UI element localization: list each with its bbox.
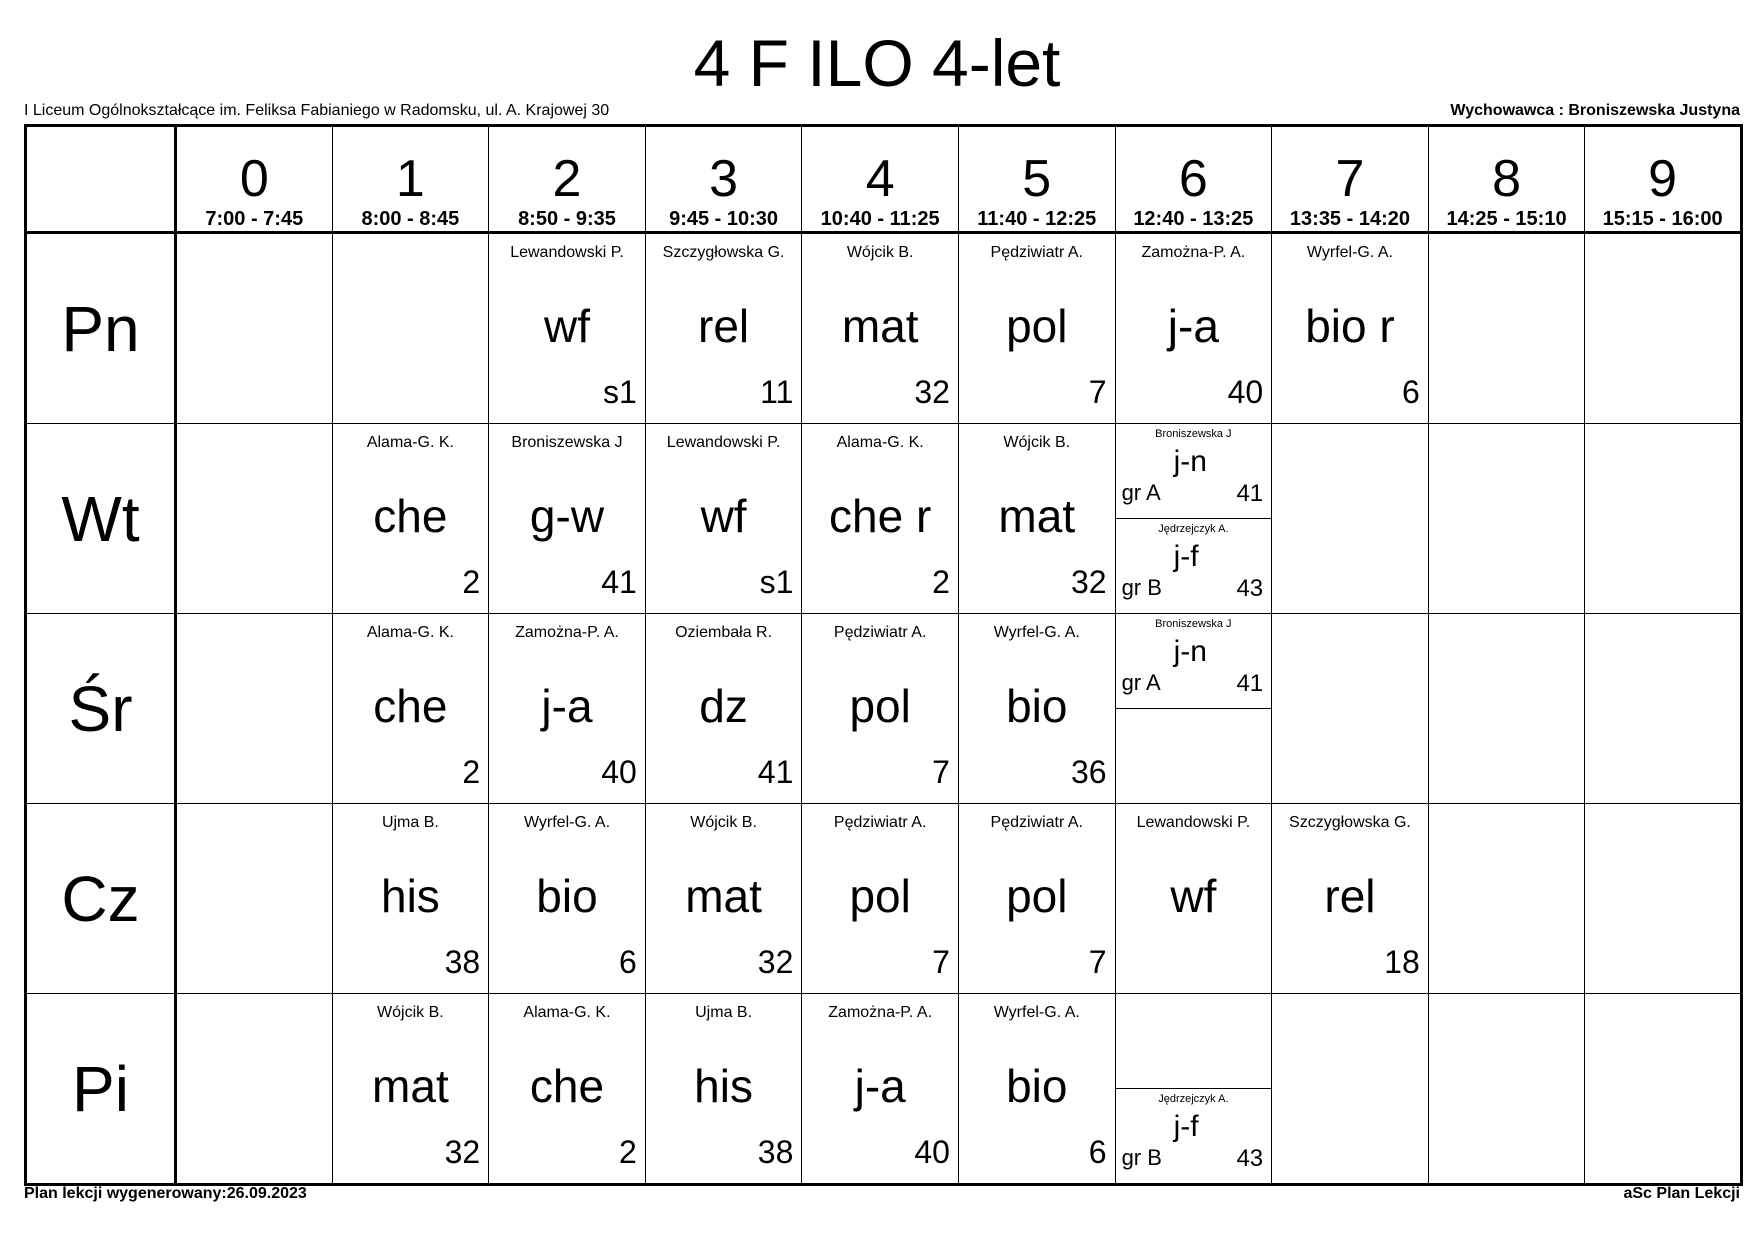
- group-lesson: [1116, 994, 1272, 1089]
- period-time: 15:15 - 16:00: [1602, 208, 1723, 230]
- period-header: [958, 126, 1115, 233]
- timetable-cell: [1428, 994, 1585, 1185]
- lesson-teacher: Alama-G. K.: [366, 434, 454, 451]
- lesson-subject: pol: [1006, 300, 1068, 352]
- timetable-cell: [645, 994, 802, 1185]
- period-time: 11:40 - 12:25: [977, 208, 1097, 230]
- lesson-room: 40: [914, 1134, 950, 1170]
- day-row: [26, 424, 1742, 614]
- period-number: 3: [709, 150, 739, 208]
- lesson-teacher: Pędziwiatr A.: [833, 814, 927, 831]
- period-header: [332, 126, 489, 233]
- lesson-teacher: Zamożna-P. A.: [1141, 244, 1246, 261]
- lesson-subject: wf: [700, 490, 747, 542]
- lesson-room: s1: [759, 564, 794, 600]
- lesson-group: gr A: [1121, 670, 1161, 695]
- lesson-teacher: Alama-G. K.: [366, 624, 454, 641]
- lesson-teacher: Oziembała R.: [675, 624, 773, 641]
- lesson-teacher: Jędrzejczyk A.: [1158, 1093, 1229, 1105]
- lesson-teacher: Zamożna-P. A.: [828, 1004, 933, 1021]
- timetable-cell: [802, 994, 959, 1185]
- timetable-cell: [1428, 233, 1585, 424]
- lesson-subject: j-a: [541, 680, 593, 732]
- lesson-teacher: Broniszewska J: [1155, 428, 1232, 440]
- timetable-cell: [1272, 424, 1429, 614]
- lesson-subject: wf: [543, 300, 590, 352]
- lesson-room: 2: [462, 754, 481, 790]
- lesson-subject: rel: [698, 300, 750, 352]
- period-header: [1428, 126, 1585, 233]
- day-row: [26, 994, 1742, 1185]
- lesson-subject: j-a: [1167, 300, 1219, 352]
- period-time: 8:50 - 9:35: [518, 208, 616, 230]
- timetable-cell: [958, 233, 1115, 424]
- lesson-subject: j-n: [1173, 635, 1207, 668]
- lesson-teacher: Pędziwiatr A.: [990, 244, 1083, 261]
- lesson: [959, 994, 1115, 1183]
- lesson-teacher: Wójcik B.: [377, 1004, 444, 1021]
- timetable-cell: [1428, 614, 1585, 804]
- lesson-teacher: Pędziwiatr A.: [833, 624, 927, 641]
- timetable-cell: [1272, 994, 1429, 1185]
- period-time: 7:00 - 7:45: [205, 208, 304, 230]
- lesson-room: 43: [1236, 575, 1264, 602]
- lesson-subject: wf: [1170, 870, 1217, 922]
- lesson: [802, 424, 958, 613]
- timetable-cell: [645, 233, 802, 424]
- lesson-teacher: Wójcik B.: [690, 814, 757, 831]
- lesson-teacher: Wyrfel-G. A.: [523, 814, 611, 831]
- timetable-cell: [332, 424, 489, 614]
- timetable-cell: [958, 424, 1115, 614]
- period-number: 9: [1648, 150, 1678, 208]
- lesson-subject: g-w: [529, 490, 605, 542]
- lesson-teacher: Ujma B.: [695, 1004, 753, 1021]
- timetable-cell: [176, 994, 333, 1185]
- day-row: [26, 614, 1742, 804]
- lesson: [802, 234, 958, 423]
- lesson-subject: j-a: [854, 1060, 906, 1112]
- timetable-cell: [176, 614, 333, 804]
- lesson: [959, 804, 1115, 993]
- lesson-room: 41: [757, 754, 794, 790]
- lesson: [1116, 804, 1272, 993]
- timetable-cell: [802, 804, 959, 994]
- lesson-teacher: Alama-G. K.: [836, 434, 924, 451]
- timetable-cell: [489, 994, 646, 1185]
- lesson-room: 32: [757, 944, 794, 980]
- class-tutor: Wychowawca : Broniszewska Justyna: [1450, 102, 1740, 119]
- lesson: [646, 234, 802, 423]
- timetable-cell: [176, 424, 333, 614]
- lesson-subject: pol: [849, 680, 911, 732]
- lesson-subject: dz: [699, 680, 748, 732]
- timetable-cell: [1115, 994, 1272, 1185]
- lesson-teacher: Zamożna-P. A.: [515, 624, 619, 641]
- timetable-cell: [645, 804, 802, 994]
- lesson-room: 38: [757, 1134, 794, 1170]
- lesson-subject: his: [694, 1060, 753, 1112]
- period-header: [489, 126, 646, 233]
- timetable-cell: [1272, 614, 1429, 804]
- lesson-teacher: Broniszewska J: [1155, 618, 1232, 630]
- timetable-cell: [802, 424, 959, 614]
- timetable-grid: [24, 124, 1743, 1186]
- lesson-subject: bio r: [1305, 300, 1395, 352]
- period-number: 6: [1178, 150, 1208, 208]
- period-header: [1585, 126, 1742, 233]
- lesson-room: 32: [914, 374, 950, 410]
- timetable-cell: [1585, 233, 1742, 424]
- lesson-room: 38: [444, 944, 481, 980]
- lesson: [959, 614, 1115, 803]
- lesson-subject: rel: [1324, 870, 1376, 922]
- period-header: [176, 126, 333, 233]
- lesson-room: 7: [1088, 944, 1107, 980]
- timetable-cell: [1428, 804, 1585, 994]
- lesson-subject: bio: [1006, 680, 1068, 732]
- lesson-group: gr B: [1121, 1145, 1162, 1170]
- timetable-cell: [1115, 424, 1272, 614]
- lesson-subject: mat: [998, 490, 1076, 542]
- timetable-cell: [645, 614, 802, 804]
- lesson-room: 6: [1088, 1134, 1107, 1170]
- timetable-cell: [958, 614, 1115, 804]
- timetable-cell: [802, 233, 959, 424]
- lesson-group: gr A: [1121, 480, 1161, 505]
- lesson: [802, 994, 958, 1183]
- lesson-subject: bio: [1006, 1060, 1068, 1112]
- lesson: [646, 804, 802, 993]
- timetable-cell: [1585, 994, 1742, 1185]
- lesson-subject: bio: [536, 870, 598, 922]
- lesson: [646, 994, 802, 1183]
- timetable-cell: [958, 994, 1115, 1185]
- timetable-cell: [1115, 233, 1272, 424]
- group-lesson: [1116, 614, 1272, 709]
- timetable-cell: [1272, 233, 1429, 424]
- lesson-subject: che r: [829, 490, 932, 542]
- lesson: [333, 804, 489, 993]
- lesson-teacher: Lewandowski P.: [666, 434, 781, 451]
- lesson-room: 43: [1236, 1145, 1264, 1172]
- lesson-subject: pol: [849, 870, 911, 922]
- timetable-cell: [332, 233, 489, 424]
- period-number: 7: [1335, 150, 1365, 208]
- lesson-subject: che: [529, 1060, 605, 1112]
- timetable-cell: [489, 804, 646, 994]
- lesson-teacher: Wyrfel-G. A.: [1306, 244, 1393, 261]
- timetable-cell: [802, 614, 959, 804]
- timetable-cell: [489, 614, 646, 804]
- lesson-teacher: Wójcik B.: [1003, 434, 1071, 451]
- period-header-row: [26, 126, 1742, 233]
- day-label: Śr: [26, 614, 176, 804]
- lesson: [333, 424, 489, 613]
- lesson-room: 36: [1070, 754, 1107, 790]
- lesson: [959, 424, 1115, 613]
- lesson-room: 32: [1070, 564, 1107, 600]
- lesson: [333, 614, 489, 803]
- period-header: [1272, 126, 1429, 233]
- lesson: [489, 424, 645, 613]
- lesson-group: gr B: [1121, 575, 1162, 600]
- school-name: I Liceum Ogólnokształcące im. Feliksa Fabianiego w Radomsku, ul. A. Krajowej 30: [24, 102, 610, 119]
- lesson-teacher: Wójcik B.: [846, 244, 914, 261]
- period-number: 8: [1492, 150, 1521, 208]
- timetable-cell: [176, 233, 333, 424]
- lesson-teacher: Szczygłowska G.: [1289, 814, 1411, 831]
- period-header: [802, 126, 959, 233]
- group-lesson: [1116, 709, 1272, 803]
- lesson: [959, 234, 1115, 423]
- lesson-room: 18: [1384, 944, 1420, 980]
- lesson-room: 40: [1227, 374, 1264, 410]
- lesson-subject: che: [373, 680, 448, 732]
- lesson-room: 41: [1236, 480, 1264, 507]
- lesson-room: 11: [760, 374, 794, 410]
- period-time: 12:40 - 13:25: [1133, 208, 1254, 230]
- timetable-cell: [489, 424, 646, 614]
- lesson-room: 2: [618, 1134, 637, 1170]
- group-lesson: [1116, 519, 1272, 613]
- timetable-cell: [176, 804, 333, 994]
- lesson-room: 7: [932, 754, 950, 790]
- lesson-subject: j-f: [1173, 1110, 1199, 1143]
- timetable-cell: [1272, 804, 1429, 994]
- lesson-teacher: Lewandowski P.: [510, 244, 624, 261]
- lesson: [489, 614, 645, 803]
- timetable-cell: [1115, 614, 1272, 804]
- corner-cell: [26, 126, 176, 233]
- generated-date: Plan lekcji wygenerowany:26.09.2023: [24, 1185, 307, 1202]
- lesson-teacher: Wyrfel-G. A.: [993, 624, 1080, 641]
- period-time: 10:40 - 11:25: [820, 208, 940, 230]
- lesson-subject: j-n: [1173, 445, 1207, 478]
- lesson: [802, 804, 958, 993]
- timetable-cell: [958, 804, 1115, 994]
- lesson-teacher: Alama-G. K.: [523, 1004, 611, 1021]
- lesson: [489, 994, 645, 1183]
- lesson: [646, 614, 802, 803]
- timetable-cell: [1115, 804, 1272, 994]
- lesson-room: 32: [444, 1134, 481, 1170]
- lesson: [1272, 804, 1428, 993]
- lesson-room: 7: [1088, 374, 1107, 410]
- lesson-subject: mat: [841, 300, 919, 352]
- period-number: 0: [239, 150, 269, 208]
- period-time: 14:25 - 15:10: [1446, 208, 1567, 230]
- lesson-teacher: Ujma B.: [381, 814, 439, 831]
- lesson: [1272, 234, 1428, 423]
- lesson: [802, 614, 958, 803]
- lesson: [1116, 234, 1272, 423]
- lesson-teacher: Jędrzejczyk A.: [1158, 523, 1229, 535]
- day-label: Pi: [26, 994, 176, 1185]
- lesson-room: 6: [618, 944, 637, 980]
- period-header: [1115, 126, 1272, 233]
- group-lesson: [1116, 424, 1272, 519]
- lesson-room: 40: [601, 754, 637, 790]
- lesson-room: s1: [602, 374, 637, 410]
- lesson-teacher: Pędziwiatr A.: [990, 814, 1083, 831]
- lesson-teacher: Lewandowski P.: [1136, 814, 1251, 831]
- day-row: [26, 233, 1742, 424]
- timetable-cell: [1585, 424, 1742, 614]
- lesson-room: 6: [1401, 374, 1420, 410]
- software-credit: aSc Plan Lekcji: [1623, 1185, 1740, 1202]
- group-lesson: [1116, 1089, 1272, 1183]
- lesson-room: 41: [601, 564, 637, 600]
- lesson: [333, 994, 489, 1183]
- period-number: 1: [395, 150, 425, 208]
- lesson-room: 2: [462, 564, 481, 600]
- lesson: [489, 234, 645, 423]
- period-number: 5: [1022, 150, 1052, 208]
- lesson-subject: j-f: [1173, 540, 1199, 573]
- day-label: Wt: [26, 424, 176, 614]
- day-row: [26, 804, 1742, 994]
- lesson-teacher: Wyrfel-G. A.: [993, 1004, 1080, 1021]
- timetable-cell: [645, 424, 802, 614]
- timetable-cell: [1428, 424, 1585, 614]
- day-label: Pn: [26, 233, 176, 424]
- lesson-subject: mat: [372, 1060, 449, 1112]
- timetable-cell: [332, 804, 489, 994]
- lesson-room: 2: [932, 564, 950, 600]
- page-title: 4 F ILO 4-let: [693, 26, 1061, 100]
- period-number: 4: [865, 150, 895, 208]
- lesson-subject: pol: [1006, 870, 1068, 922]
- lesson-room: 7: [932, 944, 950, 980]
- timetable-cell: [1585, 804, 1742, 994]
- period-time: 8:00 - 8:45: [361, 208, 460, 230]
- day-label: Cz: [26, 804, 176, 994]
- timetable-cell: [489, 233, 646, 424]
- timetable-cell: [332, 614, 489, 804]
- lesson-subject: his: [380, 870, 440, 922]
- lesson: [646, 424, 802, 613]
- period-number: 2: [552, 150, 582, 208]
- lesson-room: 41: [1236, 670, 1264, 697]
- timetable-cell: [332, 994, 489, 1185]
- timetable-cell: [1585, 614, 1742, 804]
- lesson: [489, 804, 645, 993]
- lesson-teacher: Broniszewska J: [511, 434, 623, 451]
- period-header: [645, 126, 802, 233]
- period-time: 9:45 - 10:30: [669, 208, 779, 230]
- period-time: 13:35 - 14:20: [1289, 208, 1410, 230]
- lesson-subject: che: [373, 490, 448, 542]
- lesson-teacher: Szczygłowska G.: [662, 244, 785, 261]
- lesson-subject: mat: [685, 870, 762, 922]
